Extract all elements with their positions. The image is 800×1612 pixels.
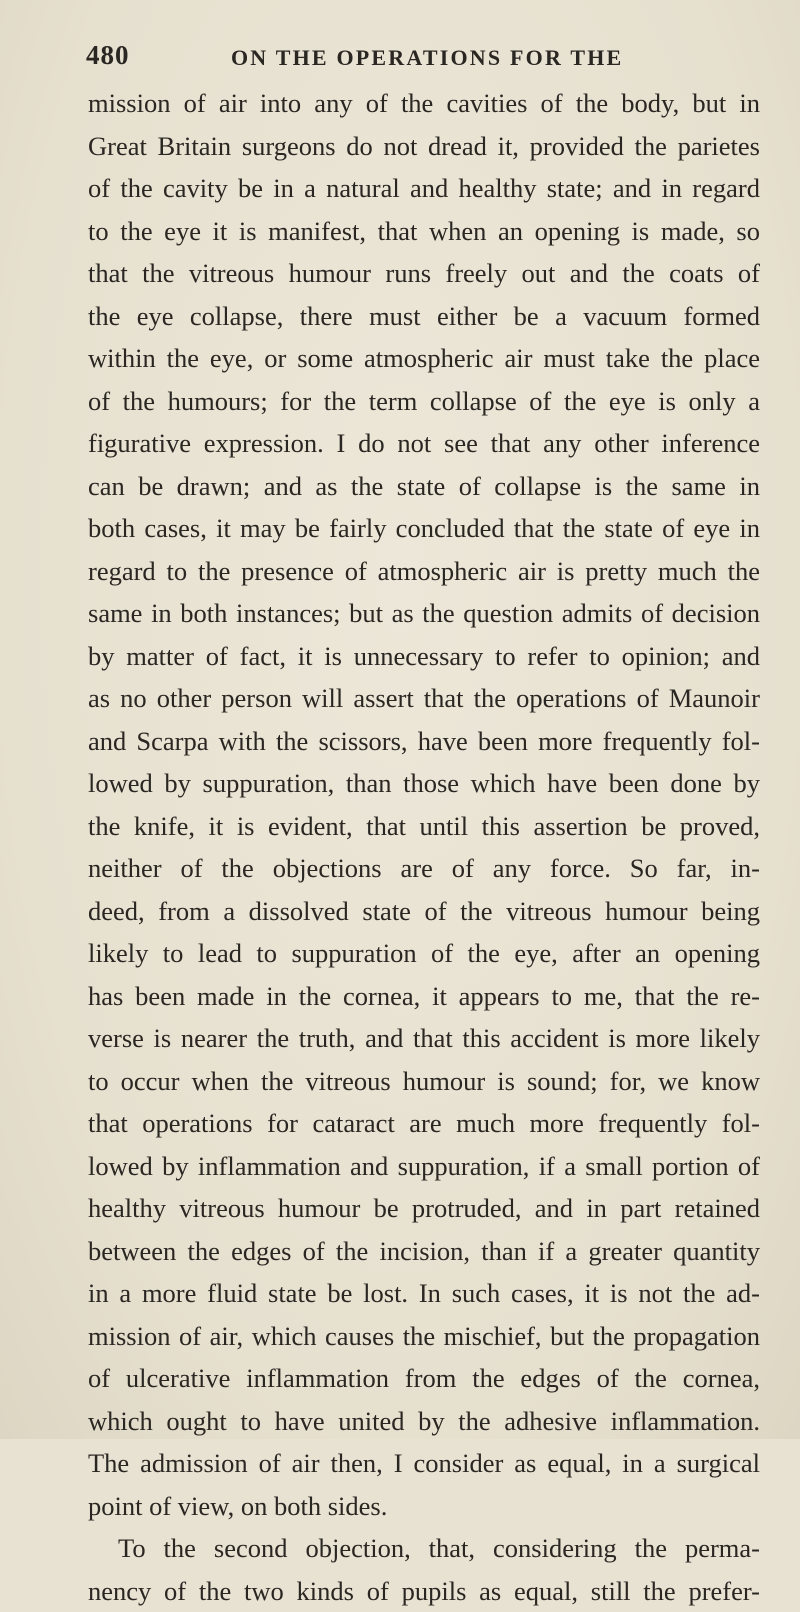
- text-line: nency of the two kinds of pupils as equal, still the prefer-: [88, 1570, 760, 1612]
- text-line: of the humours; for the term collapse of the eye is only a: [88, 380, 760, 423]
- text-line: that operations for cataract are much more frequently fol-: [88, 1102, 760, 1145]
- text-line: the knife, it is evident, that until this assertion be proved,: [88, 805, 760, 848]
- text-line: The admission of air then, I consider as equal, in a surgical: [88, 1442, 760, 1485]
- text-line: deed, from a dissolved state of the vitreous humour being: [88, 890, 760, 933]
- running-head: ON THE OPERATIONS FOR THE: [231, 45, 623, 71]
- text-line: that the vitreous humour runs freely out and the coats of: [88, 252, 760, 295]
- text-line: lowed by suppuration, than those which have been done by: [88, 762, 760, 805]
- text-line: which ought to have united by the adhesive inflammation.: [88, 1400, 760, 1443]
- text-line: to the eye it is manifest, that when an opening is made, so: [88, 210, 760, 253]
- page-header: [86, 40, 766, 70]
- text-line: and Scarpa with the scissors, have been more frequently fol-: [88, 720, 760, 763]
- text-line: Great Britain surgeons do not dread it, provided the parietes: [88, 125, 760, 168]
- text-line: the eye collapse, there must either be a vacuum formed: [88, 295, 760, 338]
- text-line: healthy vitreous humour be protruded, and in part retained: [88, 1187, 760, 1230]
- text-line: to occur when the vitreous humour is sound; for, we know: [88, 1060, 760, 1103]
- text-line: figurative expression. I do not see that any other inference: [88, 422, 760, 465]
- text-line: neither of the objections are of any force. So far, in-: [88, 847, 760, 890]
- paragraph-start-line: To the second objection, that, considering the perma-: [88, 1527, 760, 1570]
- page-number: 480: [86, 40, 130, 71]
- text-line: verse is nearer the truth, and that this accident is more likely: [88, 1017, 760, 1060]
- text-line: likely to lead to suppuration of the eye, after an opening: [88, 932, 760, 975]
- text-line: by matter of fact, it is unnecessary to refer to opinion; and: [88, 635, 760, 678]
- text-line: within the eye, or some atmospheric air must take the place: [88, 337, 760, 380]
- text-line: mission of air, which causes the mischief, but the propagation: [88, 1315, 760, 1358]
- text-line: point of view, on both sides.: [88, 1485, 760, 1528]
- text-line: of ulcerative inflammation from the edges of the cornea,: [88, 1357, 760, 1400]
- body-text: [88, 82, 760, 1612]
- text-line: mission of air into any of the cavities of the body, but in: [88, 82, 760, 125]
- text-line: in a more fluid state be lost. In such cases, it is not the ad-: [88, 1272, 760, 1315]
- text-line: between the edges of the incision, than if a greater quantity: [88, 1230, 760, 1273]
- text-line: regard to the presence of atmospheric air is pretty much the: [88, 550, 760, 593]
- text-line: has been made in the cornea, it appears to me, that the re-: [88, 975, 760, 1018]
- text-line: both cases, it may be fairly concluded that the state of eye in: [88, 507, 760, 550]
- text-line: of the cavity be in a natural and healthy state; and in regard: [88, 167, 760, 210]
- text-line: same in both instances; but as the question admits of decision: [88, 592, 760, 635]
- text-line: lowed by inflammation and suppuration, if a small portion of: [88, 1145, 760, 1188]
- text-line: as no other person will assert that the operations of Maunoir: [88, 677, 760, 720]
- text-line: can be drawn; and as the state of collapse is the same in: [88, 465, 760, 508]
